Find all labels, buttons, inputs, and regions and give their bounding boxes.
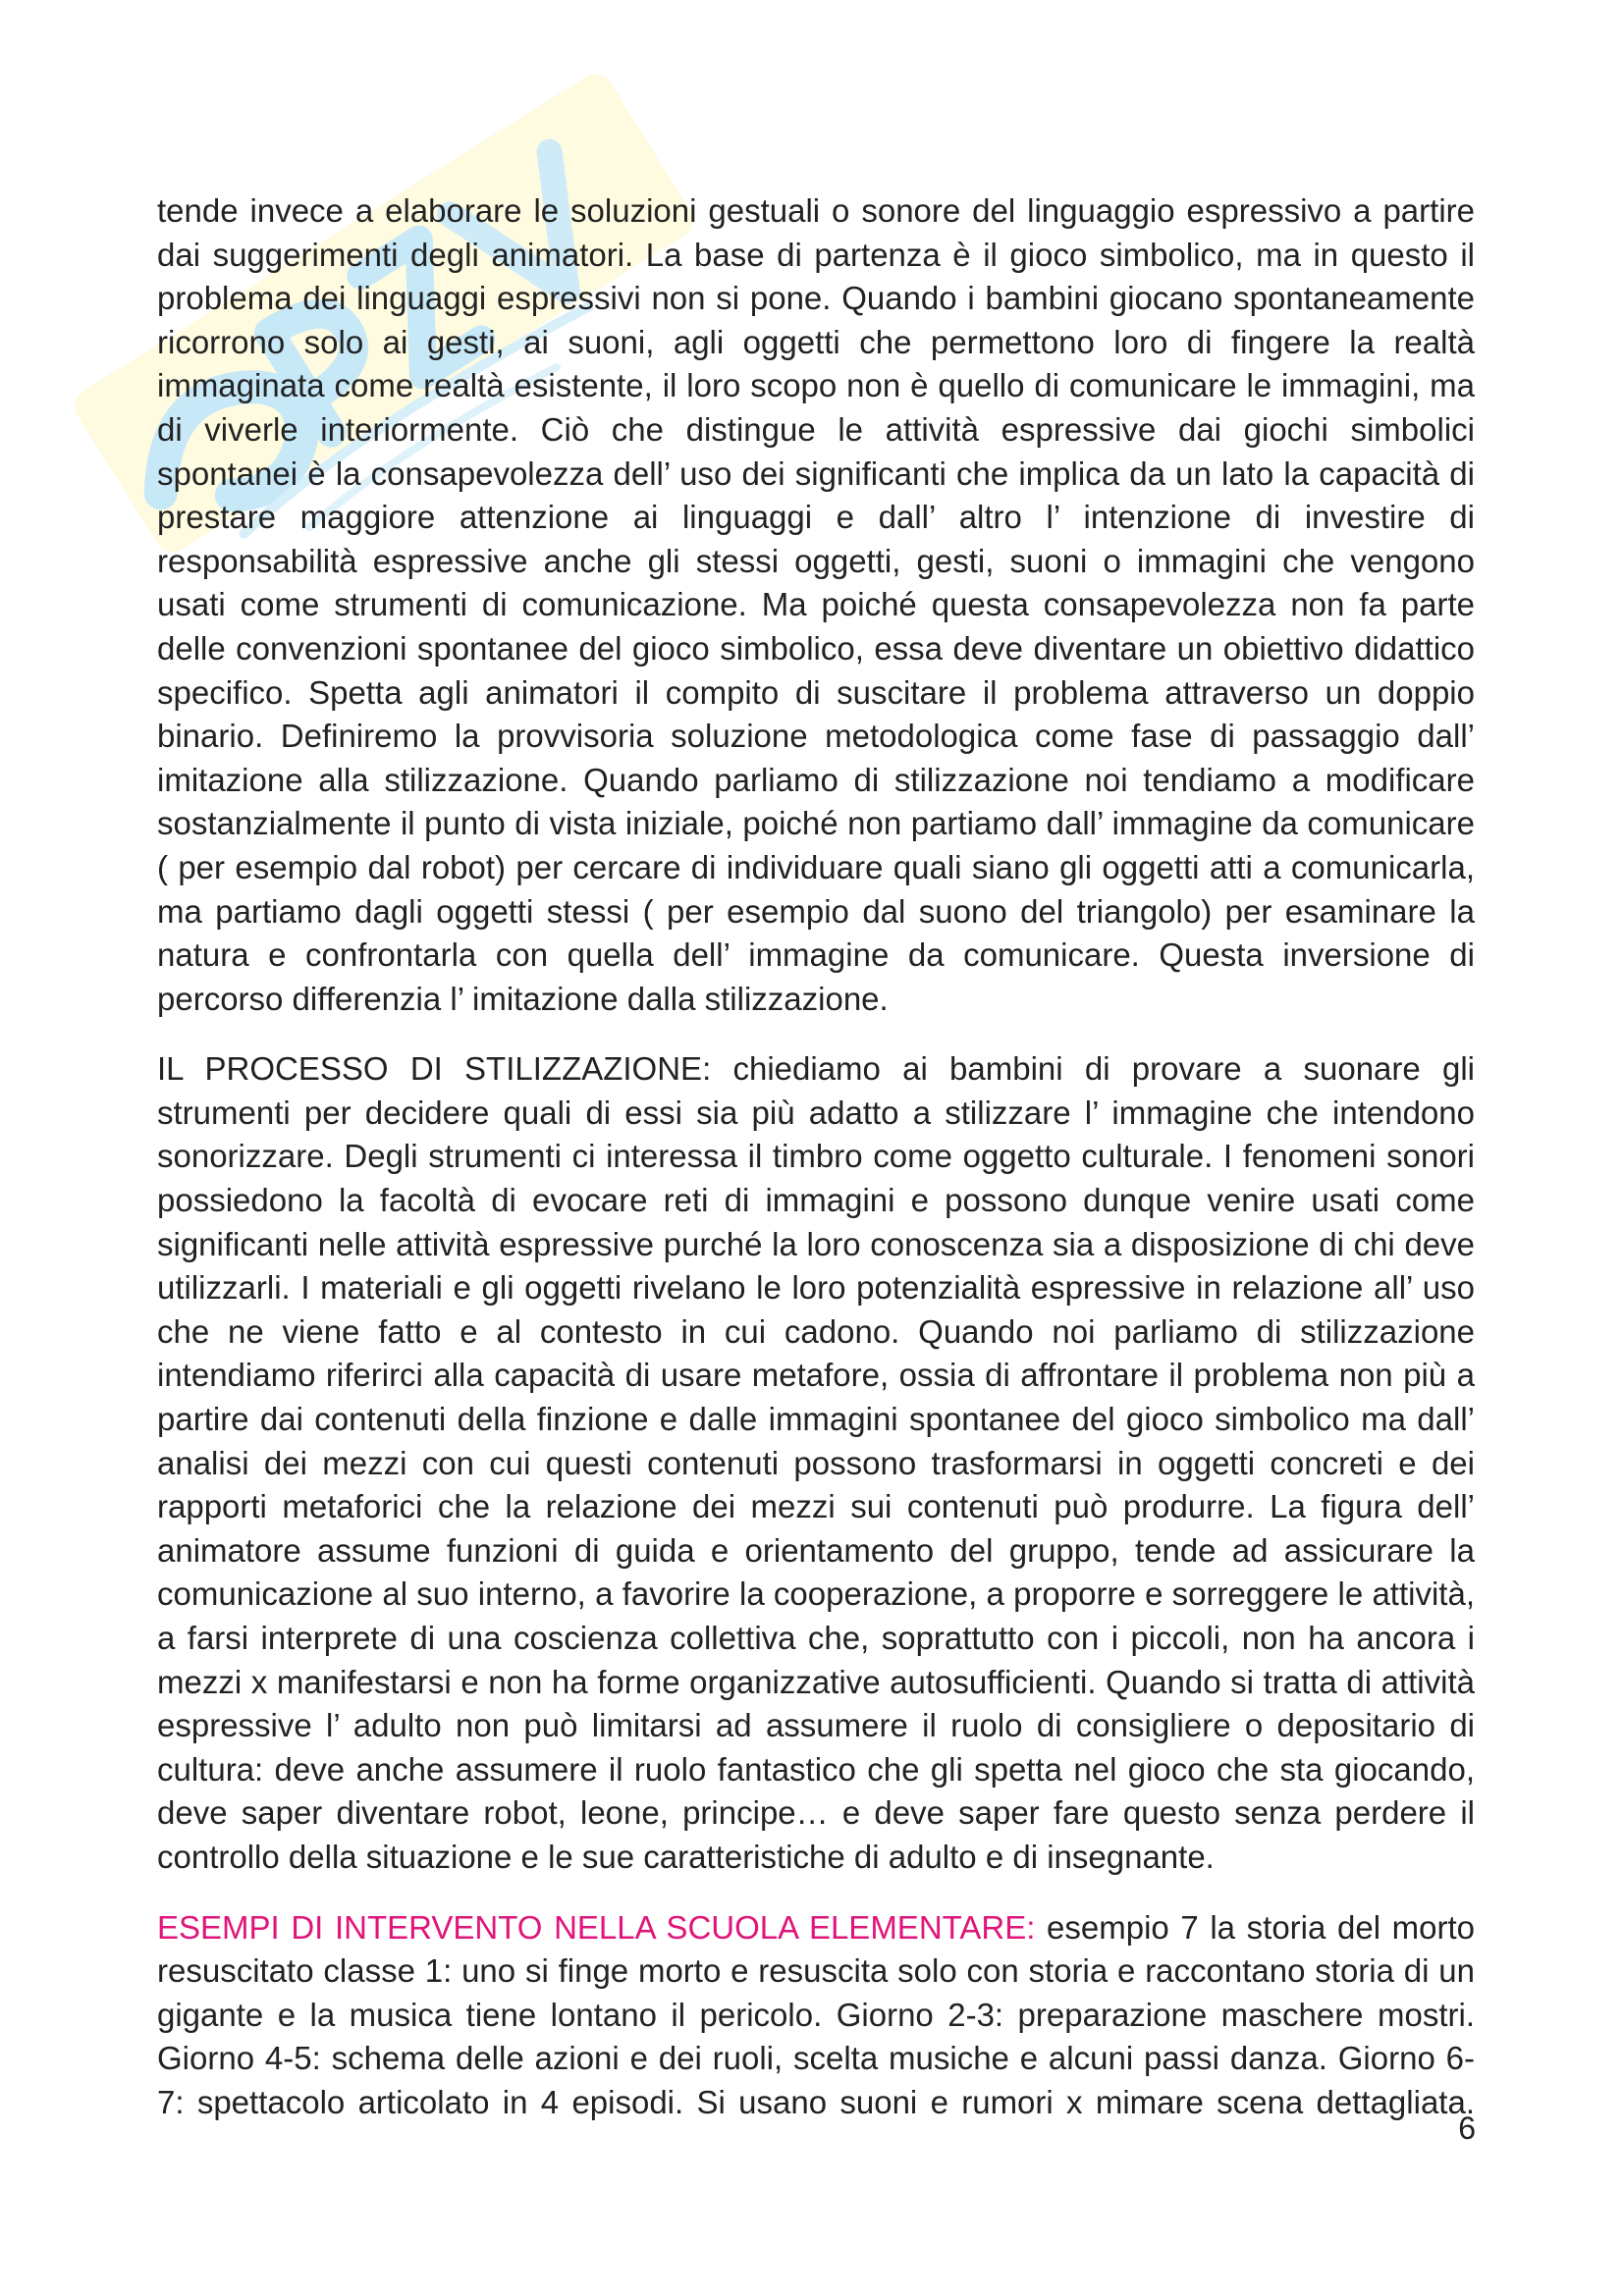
paragraph-esempi-text: esempio 7 la storia del morto resuscitato classe 1: uno si finge morto e resuscita solo con storia e raccontano storia di un gigante e la musica tiene lontano il pericolo. Giorno 2-3: preparazione maschere mostri. Giorno 4-5: schema delle azioni e dei ruoli, scelta musiche e alcuni passi danza. Giorno 6-7: spettacolo articolato in 4 episodi. Si usano suoni e rumori x mimare scena dettagliata. bbox=[157, 1908, 1476, 2120]
paragraph-esempi bbox=[157, 1906, 1475, 2125]
paragraph-imitation: tende invece a elaborare le soluzioni gestuali o sonore del linguaggio espressivo a partire dai suggerimenti degli animatori. La base di partenza è il gioco simbolico, ma in questo il problema dei linguaggi espressivi non si pone. Quando i bambini giocano spontaneamente ricorrono solo ai gesti, ai suoni, agli oggetti che permettono loro di fingere la realtà immaginata come realtà esistente, il loro scopo non è quello di comunicare le immagini, ma di viverle interiormente. Ciò che distingue le attività espressive dai giochi simbolici spontanei è la consapevolezza dell’ uso dei significanti che implica da un lato la capacità di prestare maggiore attenzione ai linguaggi e dall’ altro l’ intenzione di investire di responsabilità espressive anche gli stessi oggetti, gesti, suoni o immagini che vengono usati come strumenti di comunicazione. Ma poiché questa consapevolezza non fa parte delle convenzioni spontanee del gioco simbolico, essa deve diventare un obiettivo didattico specifico. Spetta agli animatori il compito di suscitare il problema attraverso un doppio binario. Definiremo la provvisoria soluzione metodologica come fase di passaggio dall’ imitazione alla stilizzazione. Quando parliamo di stilizzazione noi tendiamo a modificare sostanzialmente il punto di vista iniziale, poiché non partiamo dall’ immagine da comunicare ( per esempio dal robot) per cercare di individuare quali siano gli oggetti atti a comunicarla, ma partiamo dagli oggetti stessi ( per esempio dal suono del triangolo) per esaminare la natura e confrontarla con quella dell’ immagine da comunicare. Questa inversione di percorso differenzia l’ imitazione dalla stilizzazione. bbox=[157, 192, 1475, 1017]
document-body bbox=[157, 189, 1475, 2125]
section-heading-esempi: ESEMPI DI INTERVENTO NELLA SCUOLA ELEMENTARE: bbox=[157, 1908, 1036, 1946]
page-number: 6 bbox=[1458, 2110, 1476, 2146]
paragraph-stilizzazione: IL PROCESSO DI STILIZZAZIONE: chiediamo ai bambini di provare a suonare gli strumenti per decidere quali di essi sia più adatto a stilizzare l’ immagine che intendono sonorizzare. Degli strumenti ci interessa il timbro come oggetto culturale. I fenomeni sonori possiedono la facoltà di evocare reti di immagini e possono dunque venire usati come significanti nelle attività espressive purché la loro conoscenza sia a disposizione di chi deve utilizzarli. I materiali e gli oggetti rivelano le loro potenzialità espressive in relazione all’ uso che ne viene fatto e al contesto in cui cadono. Quando noi parliamo di stilizzazione intendiamo riferirci alla capacità di usare metafore, ossia di affrontare il problema non più a partire dai contenuti della finzione e dalle immagini spontanee del gioco simbolico ma dall’ analisi dei mezzi con cui questi contenuti possono trasformarsi in oggetti concreti e dei rapporti metaforici che la relazione dei mezzi sui contenuti può produrre. La figura dell’ animatore assume funzioni di guida e orientamento del gruppo, tende ad assicurare la comunicazione al suo interno, a favorire la cooperazione, a proporre e sorreggere le attività, a farsi interprete di una coscienza collettiva che, soprattutto con i piccoli, non ha ancora i mezzi x manifestarsi e non ha forme organizzative autosufficienti. Quando si tratta di attività espressive l’ adulto non può limitarsi ad assumere il ruolo di consigliere o depositario di cultura: deve anche assumere il ruolo fantastico che gli spetta nel gioco che sta giocando, deve saper diventare robot, leone, principe… e deve saper fare questo senza perdere il controllo della situazione e le sue caratteristiche di adulto e di insegnante. bbox=[157, 1050, 1475, 1875]
